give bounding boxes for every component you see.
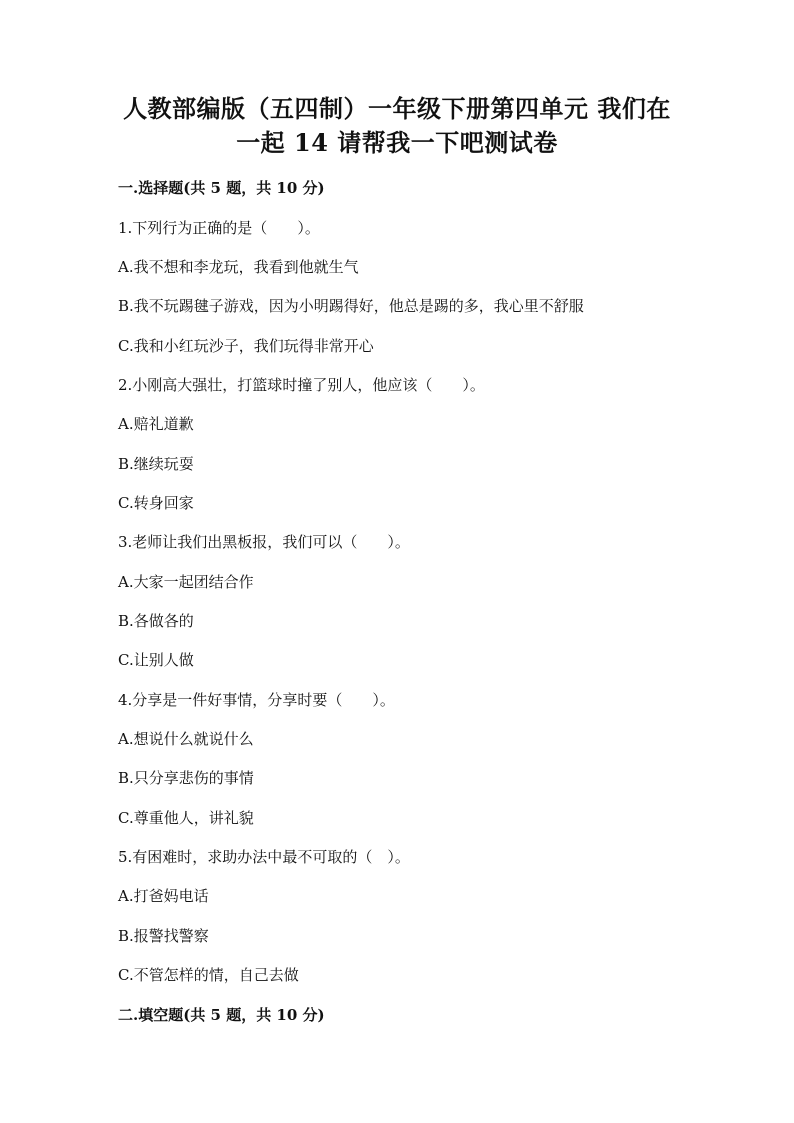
question-5-option-c: C.不管怎样的情，自己去做: [118, 966, 299, 984]
title-line-1: 人教部编版（五四制）一年级下册第四单元 我们在: [123, 94, 671, 123]
document-title: [100, 92, 694, 160]
question-2-option-c: C.转身回家: [118, 494, 194, 512]
section-heading-choice: 一.选择题(共 5 题，共 10 分): [118, 179, 325, 197]
question-3-stem: 3.老师让我们出黑板报，我们可以（ ）。: [118, 533, 410, 551]
question-1-option-c: C.我和小红玩沙子，我们玩得非常开心: [118, 337, 374, 355]
question-5-option-a: A.打爸妈电话: [118, 887, 209, 905]
question-2-option-b: B.继续玩耍: [118, 455, 194, 473]
question-3-option-b: B.各做各的: [118, 612, 194, 630]
question-1-stem: 1.下列行为正确的是（ ）。: [118, 219, 320, 237]
question-4-option-a: A.想说什么就说什么: [118, 730, 254, 748]
question-5-option-b: B.报警找警察: [118, 927, 209, 945]
question-1-option-b: B.我不玩踢毽子游戏，因为小明踢得好，他总是踢的多，我心里不舒服: [118, 297, 584, 315]
question-3-option-c: C.让别人做: [118, 651, 194, 669]
question-1-option-a: A.我不想和李龙玩，我看到他就生气: [118, 258, 359, 276]
question-2-option-a: A.赔礼道歉: [118, 415, 194, 433]
question-4-option-c: C.尊重他人，讲礼貌: [118, 809, 254, 827]
question-4-stem: 4.分享是一件好事情，分享时要（ ）。: [118, 691, 395, 709]
question-4-option-b: B.只分享悲伤的事情: [118, 769, 254, 787]
question-5-stem: 5.有困难时，求助办法中最不可取的（ ）。: [118, 848, 410, 866]
title-line-2: 一起 14 请帮我一下吧测试卷: [236, 128, 558, 157]
question-3-option-a: A.大家一起团结合作: [118, 573, 254, 591]
section-heading-fill-in: 二.填空题(共 5 题，共 10 分): [118, 1006, 325, 1024]
question-2-stem: 2.小刚高大强壮，打篮球时撞了别人，他应该（ ）。: [118, 376, 485, 394]
